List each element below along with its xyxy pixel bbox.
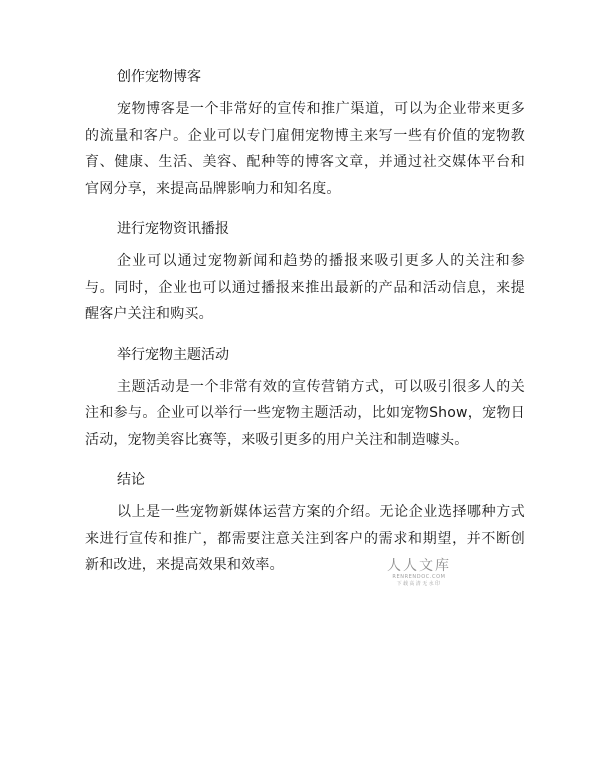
section-create-pet-blog	[85, 64, 525, 202]
section-heading: 创作宠物博客	[117, 69, 201, 85]
section-paragraph: 以上是一些宠物新媒体运营方案的介绍。无论企业选择哪种方式来进行宣传和推广，都需要注意关注到客户的需求和期望，并不断创新和改进，来提高效果和效率。	[85, 504, 525, 573]
section-pet-news-broadcast	[85, 216, 525, 328]
section-pet-theme-events	[85, 342, 525, 454]
section-paragraph: 企业可以通过宠物新闻和趋势的播报来吸引更多人的关注和参与。同时，企业也可以通过播报来推出最新的产品和活动信息，来提醒客户关注和购买。	[85, 253, 525, 322]
section-conclusion	[85, 467, 525, 579]
watermark-title: 人人文库	[387, 558, 451, 574]
section-heading: 举行宠物主题活动	[117, 346, 229, 363]
watermark-logo	[384, 558, 454, 588]
section-paragraph: 主题活动是一个非常有效的宣传营销方式，可以吸引很多人的关注和参与。企业可以举行一些宠物主题活动，比如宠物Show，宠物日活动，宠物美容比赛等，来吸引更多的用户关注和制造噱头。	[85, 378, 525, 448]
section-heading: 进行宠物资讯播报	[117, 221, 229, 237]
document-content	[85, 64, 525, 593]
watermark-domain: RENRENDOC.COM	[392, 574, 446, 580]
watermark-subtitle: 下载高清无水印	[396, 581, 442, 587]
section-heading: 结论	[117, 472, 145, 488]
section-paragraph: 宠物博客是一个非常好的宣传和推广渠道，可以为企业带来更多的流量和客户。企业可以专门雇佣宠物博主来写一些有价值的宠物教育、健康、生活、美容、配种等的博客文章，并通过社交媒体平台和官网分享，来提高品牌影响力和知名度。	[85, 101, 525, 197]
